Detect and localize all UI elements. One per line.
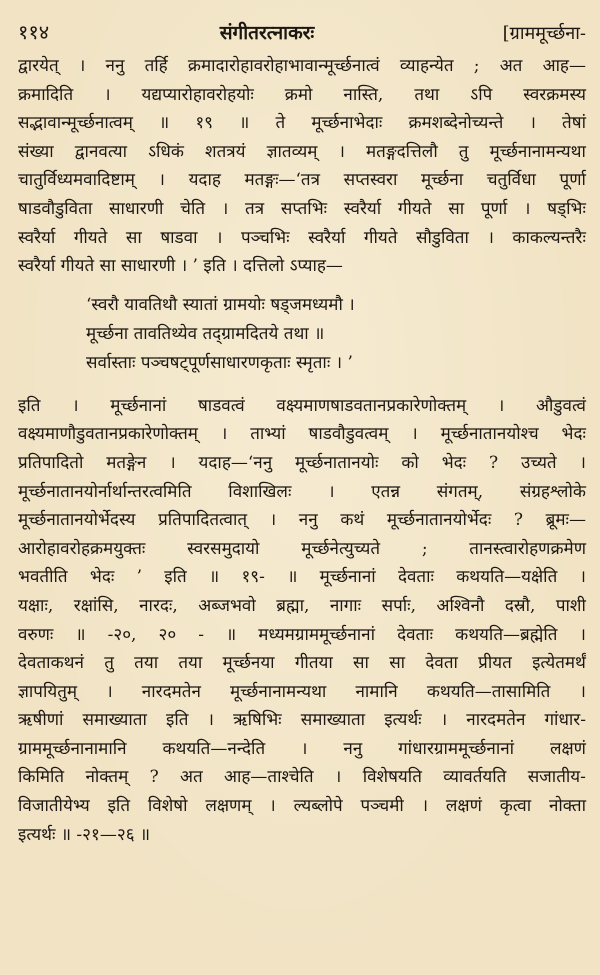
text-line — [18, 52, 586, 81]
word: षाडवौडुवत्वम् — [308, 424, 389, 445]
word: कथयति—नन्देति — [162, 738, 266, 759]
word: यदाह — [188, 170, 221, 191]
word: । — [269, 510, 277, 531]
word: ? — [149, 767, 159, 788]
word: मूर्च्छनाभेदाः — [311, 113, 383, 134]
text-line: इत्यर्थः ॥ -२१—२६ ॥ — [18, 824, 151, 845]
word: भेदः — [89, 567, 115, 588]
word: ; — [421, 538, 428, 559]
word: इति — [107, 796, 131, 817]
word: । — [497, 395, 505, 416]
word: मूर्च्छना — [421, 170, 464, 191]
word: सा — [448, 198, 465, 219]
word: । — [579, 567, 586, 588]
word: ज्ञातव्यम् — [266, 141, 318, 162]
verse-line: ‘स्वरौ यावतिथौ स्यातां ग्रामयोः षड्जमध्यमौ । — [86, 294, 355, 315]
word: षाडवत्वं — [197, 395, 245, 416]
word: ॥ — [226, 624, 237, 645]
word: सप्तभिः — [280, 198, 328, 219]
word: १९- — [241, 567, 265, 588]
word: । — [579, 452, 586, 473]
verse-line: मूर्च्छना तावतिथ्येव तद्ग्रामदितये तथा ॥ — [86, 323, 325, 344]
word: षाडवौडुविता — [18, 198, 93, 219]
text-line — [18, 506, 586, 535]
word: ननु — [343, 738, 363, 759]
word: तर्हि — [144, 56, 168, 76]
word: कथं — [340, 510, 365, 531]
text-line — [18, 166, 586, 195]
word: औडुवत्वं — [536, 395, 586, 416]
text-line — [18, 649, 586, 678]
word: । — [220, 424, 228, 445]
word: भेदः — [441, 452, 467, 473]
word: नारदः, — [139, 595, 178, 616]
word: व्यावर्तयति — [443, 767, 507, 788]
word: । — [72, 395, 79, 416]
text-line — [18, 706, 586, 735]
word: तया — [134, 653, 159, 674]
word: ब्रह्मा, — [276, 595, 310, 616]
word: मूर्च्छनातानयोर्भेदस्य — [18, 510, 136, 531]
commentary-paragraph-1 — [18, 52, 586, 281]
word: देवताः — [397, 624, 434, 645]
word: गीयते — [73, 227, 108, 248]
book-title: संगीतरत्नाकरः — [219, 22, 315, 44]
text-line — [18, 195, 586, 224]
word: । — [269, 796, 276, 817]
word: इत्येतमर्थं — [532, 653, 586, 674]
word: सद्भावान्मूर्च्छनात्वम् — [18, 113, 133, 134]
word: मूर्च्छनया — [222, 653, 275, 674]
word: ? — [513, 510, 524, 531]
word: संगतम्, — [436, 481, 484, 502]
word: । — [106, 681, 113, 702]
word: यद्यप्यारोहावरोहयोः — [141, 84, 254, 105]
word: मध्यमग्राममूर्च्छनानां — [258, 624, 376, 645]
word: पाशी — [555, 595, 586, 616]
word: नास्ति, — [343, 84, 384, 105]
word: मूर्च्छनानामन्यथा — [230, 681, 327, 702]
text-line — [18, 109, 586, 138]
word: सा — [389, 653, 406, 674]
word: तु — [458, 141, 469, 162]
word: ल्यब्लोपे — [293, 796, 343, 817]
word: । — [158, 170, 165, 191]
word: गांधारग्राममूर्च्छनानां — [398, 738, 515, 759]
word: को — [401, 452, 419, 473]
word: । — [487, 227, 494, 248]
word: -२०, — [107, 624, 137, 645]
text-line — [18, 792, 586, 821]
text-line — [18, 449, 586, 478]
word: चतुर्विधा — [486, 170, 536, 191]
word: समाख्याता — [82, 710, 147, 731]
word: तु — [104, 653, 114, 674]
word: ननु — [298, 510, 318, 531]
word: । — [338, 141, 345, 162]
word: ऽधिकं — [148, 141, 184, 162]
word: १९ — [195, 113, 214, 134]
word: सप्तस्वरा — [343, 170, 398, 191]
word: साधारणी — [109, 198, 164, 219]
word: मतङ्गदत्तिलौ — [366, 141, 438, 162]
word: देवताः — [397, 567, 434, 588]
word: मूर्च्छनातानयोर्भेदः — [386, 510, 492, 531]
word: द्वारयेत् — [18, 56, 59, 76]
word: गीयते — [397, 198, 432, 219]
word: चातुर्विध्यमवादिष्टाम् — [18, 170, 135, 191]
text-line — [18, 81, 586, 110]
word: उच्यते — [521, 452, 557, 473]
word: मूर्च्छनानामन्यथा — [489, 141, 586, 162]
word: । — [328, 481, 335, 502]
word: आह—ताश्चेति — [224, 767, 314, 788]
text-line — [18, 392, 586, 421]
section-heading: [ग्राममूर्च्छना- — [502, 23, 586, 44]
word: ऽपि — [470, 84, 493, 105]
word: विशाखिलः — [228, 481, 292, 502]
word: ऋषीणां — [18, 710, 64, 731]
word: कृत्वा — [499, 796, 532, 817]
word: दस्रौ, — [504, 595, 536, 616]
word: । — [104, 84, 111, 105]
word: नामानि — [355, 681, 398, 702]
word: मूर्च्छनातानयोः — [295, 452, 379, 473]
word: । — [524, 198, 531, 219]
word: - — [198, 624, 204, 645]
word: । — [207, 710, 214, 731]
word: अब्जभवो — [198, 595, 256, 616]
quoted-verse — [86, 291, 586, 378]
word: ’ — [136, 567, 142, 588]
word: ज्ञापयितुम् — [18, 681, 78, 702]
word: वक्ष्यमाणौडुवतानप्रकारेणोक्तम् — [18, 424, 198, 445]
word: पञ्चभिः — [241, 227, 290, 248]
word: ॥ — [159, 113, 170, 134]
text-line — [18, 420, 586, 449]
word: कथयति—तासामिति — [426, 681, 551, 702]
word: तथा — [414, 84, 440, 105]
word: संग्रहश्लोके — [519, 481, 586, 502]
word: मतङ्गः—‘तत्र — [244, 170, 320, 191]
word: मूर्च्छनानां — [110, 395, 167, 416]
word: स्वरैर्या — [343, 198, 382, 219]
word: गांधार- — [544, 710, 586, 731]
word: क्रमादिति — [18, 84, 74, 105]
word: सा — [125, 227, 142, 248]
word: तानस्त्वारोहणक्रमेण — [469, 538, 586, 559]
word: भेदः — [561, 424, 586, 445]
word: मूर्च्छनातानयोश्च — [440, 424, 539, 445]
text-line — [18, 621, 586, 650]
word: तेषां — [562, 113, 586, 134]
word: । — [411, 424, 418, 445]
word: । — [579, 681, 586, 702]
word: क्रमादारोहावरोहाभावान्मूर्च्छनात्वं — [187, 56, 380, 76]
word: ; — [473, 56, 480, 76]
word: रक्षांसि, — [73, 595, 119, 616]
word: एतन्न — [371, 481, 401, 502]
word: सर्पाः, — [381, 595, 416, 616]
word: गीतया — [294, 653, 333, 674]
text-line — [18, 592, 586, 621]
word: किमिति — [18, 767, 65, 788]
text-line — [18, 478, 586, 507]
text-line — [18, 138, 586, 167]
word: प्रतिपादितो — [18, 452, 84, 473]
word: चेति — [180, 198, 206, 219]
word: भवतीति — [18, 567, 68, 588]
word: विशेषयति — [362, 767, 422, 788]
text-line — [18, 224, 586, 253]
word: लक्षणं — [445, 796, 482, 817]
word: क्रमो — [284, 84, 313, 105]
word: सा — [353, 653, 369, 674]
text-line — [18, 735, 586, 764]
word: इत्यर्थः — [384, 710, 422, 731]
word: इति — [166, 710, 189, 731]
word: ॥ — [209, 567, 220, 588]
word: । — [334, 767, 342, 788]
word: २० — [158, 624, 177, 645]
word: विशेषो — [147, 796, 188, 817]
word: ताभ्यां — [250, 424, 286, 445]
word: समाख्याता — [300, 710, 366, 731]
word: क्रमशब्देनोच्यन्ते — [408, 113, 504, 134]
text-line — [18, 763, 586, 792]
word: लक्षणं — [549, 738, 586, 759]
word: पूर्णा — [559, 170, 586, 191]
word: ते — [275, 113, 286, 134]
word: इति — [18, 395, 41, 416]
word: मूर्च्छनेत्युच्यते — [301, 538, 381, 559]
word: द्वानवत्या — [74, 141, 128, 162]
word: शतत्रयं — [205, 141, 246, 162]
word: इति — [164, 567, 187, 588]
word: गीयते — [363, 227, 398, 248]
word: देवताकथनं — [18, 653, 84, 674]
word: ननु — [105, 56, 125, 76]
word: प्रतिपादितत्वात् — [158, 510, 248, 531]
word: काकल्यन्तरैः — [512, 227, 586, 248]
text-line — [18, 678, 586, 707]
word: । — [216, 227, 223, 248]
word: अत — [180, 767, 203, 788]
word: तया — [178, 653, 203, 674]
word: ॥ — [239, 113, 250, 134]
word: मतङ्गेन — [106, 452, 147, 473]
word: सजातीय- — [527, 767, 586, 788]
word: प्रीयत — [478, 653, 512, 674]
word: आरोहावरोहक्रमयुक्तः — [18, 538, 146, 559]
text-line — [18, 535, 586, 564]
word: अत — [499, 56, 523, 76]
page-header — [18, 18, 586, 52]
word: । — [78, 56, 86, 76]
word: । — [169, 452, 176, 473]
page-number: ११४ — [18, 20, 50, 44]
word: कथयति—यक्षेति — [456, 567, 558, 588]
word: वक्ष्यमाणषाडवतानप्रकारेणोक्तम् — [276, 395, 467, 416]
word: ब्रूमः— — [545, 510, 586, 531]
word: संख्या — [18, 141, 54, 162]
word: षाडवा — [160, 227, 198, 248]
word: यक्षाः, — [18, 595, 54, 616]
word: ? — [489, 452, 499, 473]
word: कथयति—ब्रह्मेति — [455, 624, 558, 645]
word: स्वरैर्या — [308, 227, 346, 248]
text-line — [18, 563, 586, 592]
word: । — [421, 796, 429, 817]
word: पूर्णा — [480, 198, 508, 219]
word: वरुणः — [18, 624, 54, 645]
word: । — [529, 113, 536, 134]
word: पञ्चमी — [360, 796, 404, 817]
word: । — [440, 710, 448, 731]
word: ग्राममूर्च्छनानामानि — [18, 738, 127, 759]
word: व्याहन्येत — [399, 56, 454, 76]
word: देवता — [425, 653, 458, 674]
word: लक्षणम् — [205, 796, 252, 817]
word: सौडुविता — [415, 227, 469, 248]
word: । — [301, 738, 308, 759]
word: नोक्ता — [548, 796, 586, 817]
word: नागाः — [329, 595, 362, 616]
word: ऋषिभिः — [233, 710, 282, 731]
word: नोक्तम् — [85, 767, 129, 788]
word: नारदमतेन — [141, 681, 201, 702]
word: षड्भिः — [547, 198, 586, 219]
word: नारदमतेन — [466, 710, 526, 731]
word: मूर्च्छनातानयोर्नार्थान्तरत्वमिति — [18, 481, 192, 502]
word: स्वरसमुदायो — [187, 538, 260, 559]
word: विजातीयेभ्य — [18, 796, 90, 817]
word: तत्र — [245, 198, 265, 219]
word: ॥ — [287, 567, 298, 588]
word: यदाह—‘ननु — [198, 452, 273, 473]
word: मूर्च्छनानां — [319, 567, 376, 588]
word: । — [579, 624, 586, 645]
word: अश्विनौ — [436, 595, 485, 616]
word: । — [221, 198, 229, 219]
word: आह— — [542, 56, 586, 76]
word: स्वरक्रमस्य — [523, 84, 586, 105]
word: ॥ — [75, 624, 86, 645]
word: स्वरैर्या — [18, 227, 56, 248]
commentary-paragraph-2 — [18, 392, 586, 850]
verse-line: सर्वास्ताः पञ्चषट्पूर्णसाधारणकृताः स्मृताः । ’ — [86, 352, 353, 373]
text-line: स्वरैर्या गीयते सा साधारणी । ’ इति । दत्तिलो ऽप्याह— — [18, 256, 343, 277]
